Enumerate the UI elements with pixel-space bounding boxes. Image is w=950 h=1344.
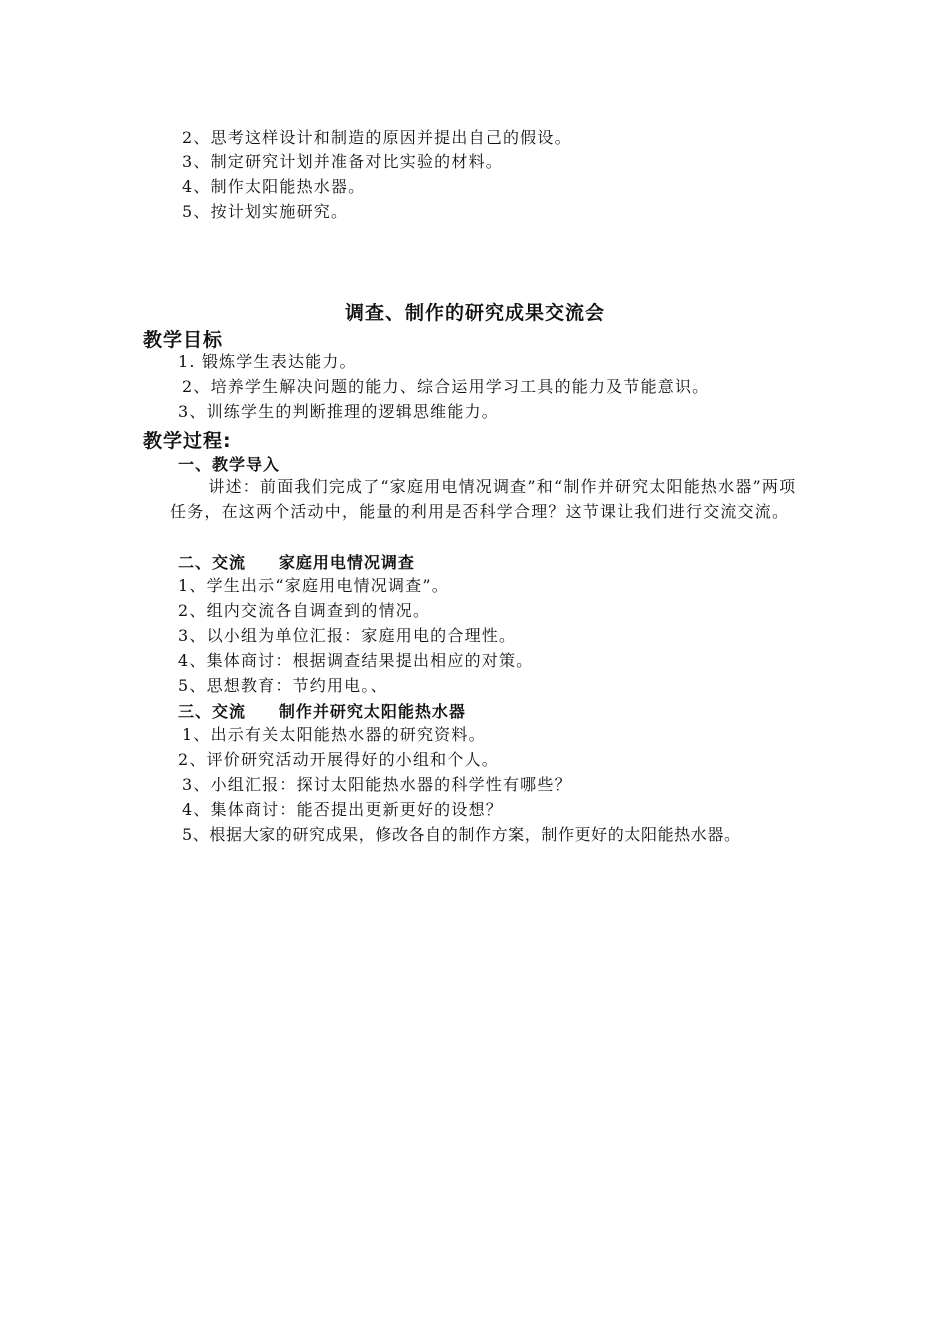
section-heading-survey: 二、交流 家庭用电情况调查 <box>178 553 415 572</box>
top-list-item: 5、按计划实施研究。 <box>182 202 349 221</box>
objective-item: 3、训练学生的判断推理的逻辑思维能力。 <box>178 402 499 421</box>
objective-item: 1. 锻炼学生表达能力。 <box>178 352 357 371</box>
survey-item: 5、思想教育：节约用电。、 <box>178 676 388 695</box>
intro-paragraph: 讲述：前面我们完成了“家庭用电情况调查”和“制作并研究太阳能热水器”两项任务，在这两个活动中，能量的利用是否科学合理？这节课让我们进行交流交流。 <box>170 477 797 521</box>
page-title: 调查、制作的研究成果交流会 <box>344 302 605 324</box>
survey-item: 2、组内交流各自调查到的情况。 <box>178 601 431 620</box>
objectives-heading: 教学目标 <box>143 329 224 351</box>
section-heading-solar: 三、交流 制作并研究太阳能热水器 <box>178 702 466 721</box>
solar-item: 3、小组汇报：探讨太阳能热水器的科学性有哪些？ <box>182 775 572 794</box>
top-list-item: 2、思考这样设计和制造的原因并提出自己的假设。 <box>182 128 572 147</box>
solar-item: 4、集体商讨：能否提出更新更好的设想？ <box>182 800 503 819</box>
objective-item: 2、培养学生解决问题的能力、综合运用学习工具的能力及节能意识。 <box>182 377 710 396</box>
section-heading-intro: 一、教学导入 <box>178 455 281 474</box>
solar-item: 1、出示有关太阳能热水器的研究资料。 <box>182 725 486 744</box>
survey-item: 3、以小组为单位汇报：家庭用电的合理性。 <box>178 626 517 645</box>
solar-item: 2、评价研究活动开展得好的小组和个人。 <box>178 750 499 769</box>
solar-item: 5、根据大家的研究成果，修改各自的制作方案，制作更好的太阳能热水器。 <box>182 825 741 844</box>
survey-item: 1、学生出示“家庭用电情况调查”。 <box>178 576 449 595</box>
survey-item: 4、集体商讨：根据调查结果提出相应的对策。 <box>178 651 534 670</box>
top-list-item: 3、制定研究计划并准备对比实验的材料。 <box>182 152 503 171</box>
process-heading: 教学过程: <box>143 430 232 452</box>
top-list-item: 4、制作太阳能热水器。 <box>182 177 366 196</box>
